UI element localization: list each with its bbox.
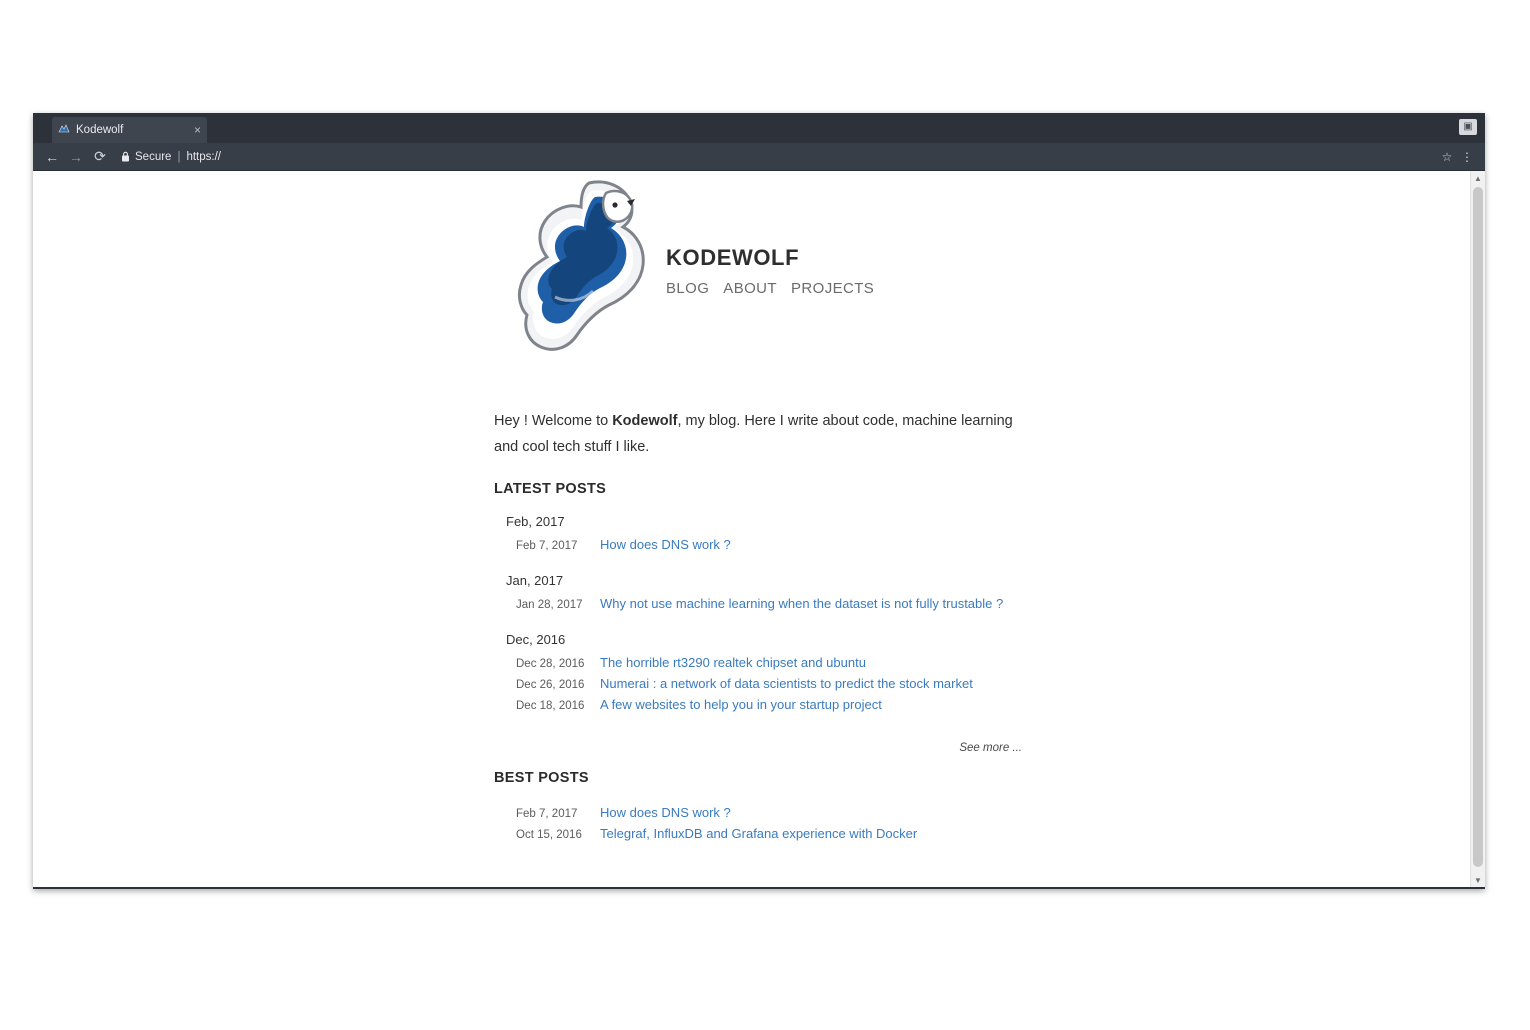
post-date: Dec 18, 2016 [516, 699, 585, 712]
nav-item-about[interactable]: ABOUT [723, 280, 777, 297]
scroll-down-icon[interactable]: ▼ [1474, 875, 1482, 885]
page-viewport [33, 171, 1485, 887]
group-label: Jan, 2017 [506, 572, 564, 588]
scroll-up-icon[interactable]: ▲ [1474, 173, 1482, 183]
intro-strong: Kodewolf [612, 412, 678, 429]
post-link[interactable]: Numerai : a network of data scientists to predict the stock market [600, 675, 973, 691]
kodewolf-logo-icon[interactable] [511, 177, 661, 357]
post-link[interactable]: How does DNS work ? [600, 536, 731, 552]
close-icon[interactable]: × [193, 123, 201, 137]
list-item [516, 535, 1054, 556]
post-date: Jan 28, 2017 [516, 598, 583, 611]
nav-item-blog[interactable]: BLOG [666, 280, 710, 297]
list-item [516, 824, 1054, 845]
post-group-feb-2017 [494, 514, 1054, 556]
list-item [516, 674, 1054, 695]
omnibox-separator: | [177, 150, 181, 163]
browser-tab-kodewolf[interactable] [52, 117, 207, 143]
post-date: Feb 7, 2017 [516, 807, 578, 820]
list-item [516, 695, 1054, 716]
site-header [511, 177, 1071, 372]
scrollbar-thumb[interactable] [1473, 187, 1483, 867]
reload-icon: ⟳ [94, 148, 106, 164]
web-page [33, 171, 1470, 887]
list-item [516, 594, 1054, 615]
forward-button[interactable] [65, 146, 87, 168]
wolf-favicon-icon [58, 124, 70, 136]
address-bar[interactable] [121, 147, 1429, 167]
restore-icon: ▣ [1463, 121, 1473, 132]
nav-item-projects[interactable]: PROJECTS [790, 280, 875, 297]
browser-toolbar [33, 143, 1485, 171]
site-title: KODEWOLF [666, 245, 800, 270]
group-label: Feb, 2017 [506, 513, 565, 529]
toolbar-right-actions [1437, 147, 1477, 167]
browser-window [33, 113, 1485, 889]
url-text: https:// [186, 150, 221, 163]
post-link[interactable]: The horrible rt3290 realtek chipset and ubuntu [600, 654, 866, 670]
see-more-link[interactable]: See more ... [959, 741, 1022, 754]
page-content [494, 393, 1054, 887]
list-item [516, 653, 1054, 674]
best-posts-list [494, 803, 1054, 845]
intro-before: Hey ! Welcome to [494, 412, 613, 429]
reload-button[interactable] [89, 146, 111, 168]
post-group-jan-2017 [494, 573, 1054, 615]
post-date: Dec 26, 2016 [516, 678, 585, 691]
post-date: Dec 28, 2016 [516, 657, 585, 670]
lock-icon [121, 151, 130, 162]
best-posts-heading: BEST POSTS [494, 769, 589, 786]
back-button[interactable] [41, 146, 63, 168]
intro-paragraph [494, 408, 1034, 460]
page-scrollbar[interactable] [1470, 171, 1485, 887]
site-nav [666, 280, 874, 297]
window-restore-button[interactable] [1459, 119, 1477, 135]
post-date: Oct 15, 2016 [516, 828, 582, 841]
group-label: Dec, 2016 [506, 631, 566, 647]
post-group-dec-2016 [494, 632, 1054, 716]
post-link[interactable]: Telegraf, InfluxDB and Grafana experience with Docker [600, 825, 918, 841]
post-date: Feb 7, 2017 [516, 539, 578, 552]
latest-posts-heading: LATEST POSTS [494, 480, 607, 497]
tab-strip [33, 113, 1485, 143]
forward-arrow-icon: → [69, 148, 83, 165]
post-link[interactable]: Why not use machine learning when the dataset is not fully trustable ? [600, 595, 1004, 611]
browser-menu-icon[interactable]: ⋮ [1461, 149, 1473, 164]
tab-title: Kodewolf [76, 124, 124, 136]
back-arrow-icon: ← [45, 148, 59, 165]
brand-block [666, 245, 874, 297]
list-item [516, 803, 1054, 824]
bookmark-star-icon[interactable]: ☆ [1441, 149, 1453, 164]
intro-after: , my blog. Here I write about code, machine learning and cool tech stuff I like. [494, 412, 1013, 455]
see-more-wrapper [494, 738, 1022, 756]
secure-label: Secure [135, 150, 172, 163]
post-link[interactable]: A few websites to help you in your startup project [600, 696, 882, 712]
post-link[interactable]: How does DNS work ? [600, 804, 731, 820]
